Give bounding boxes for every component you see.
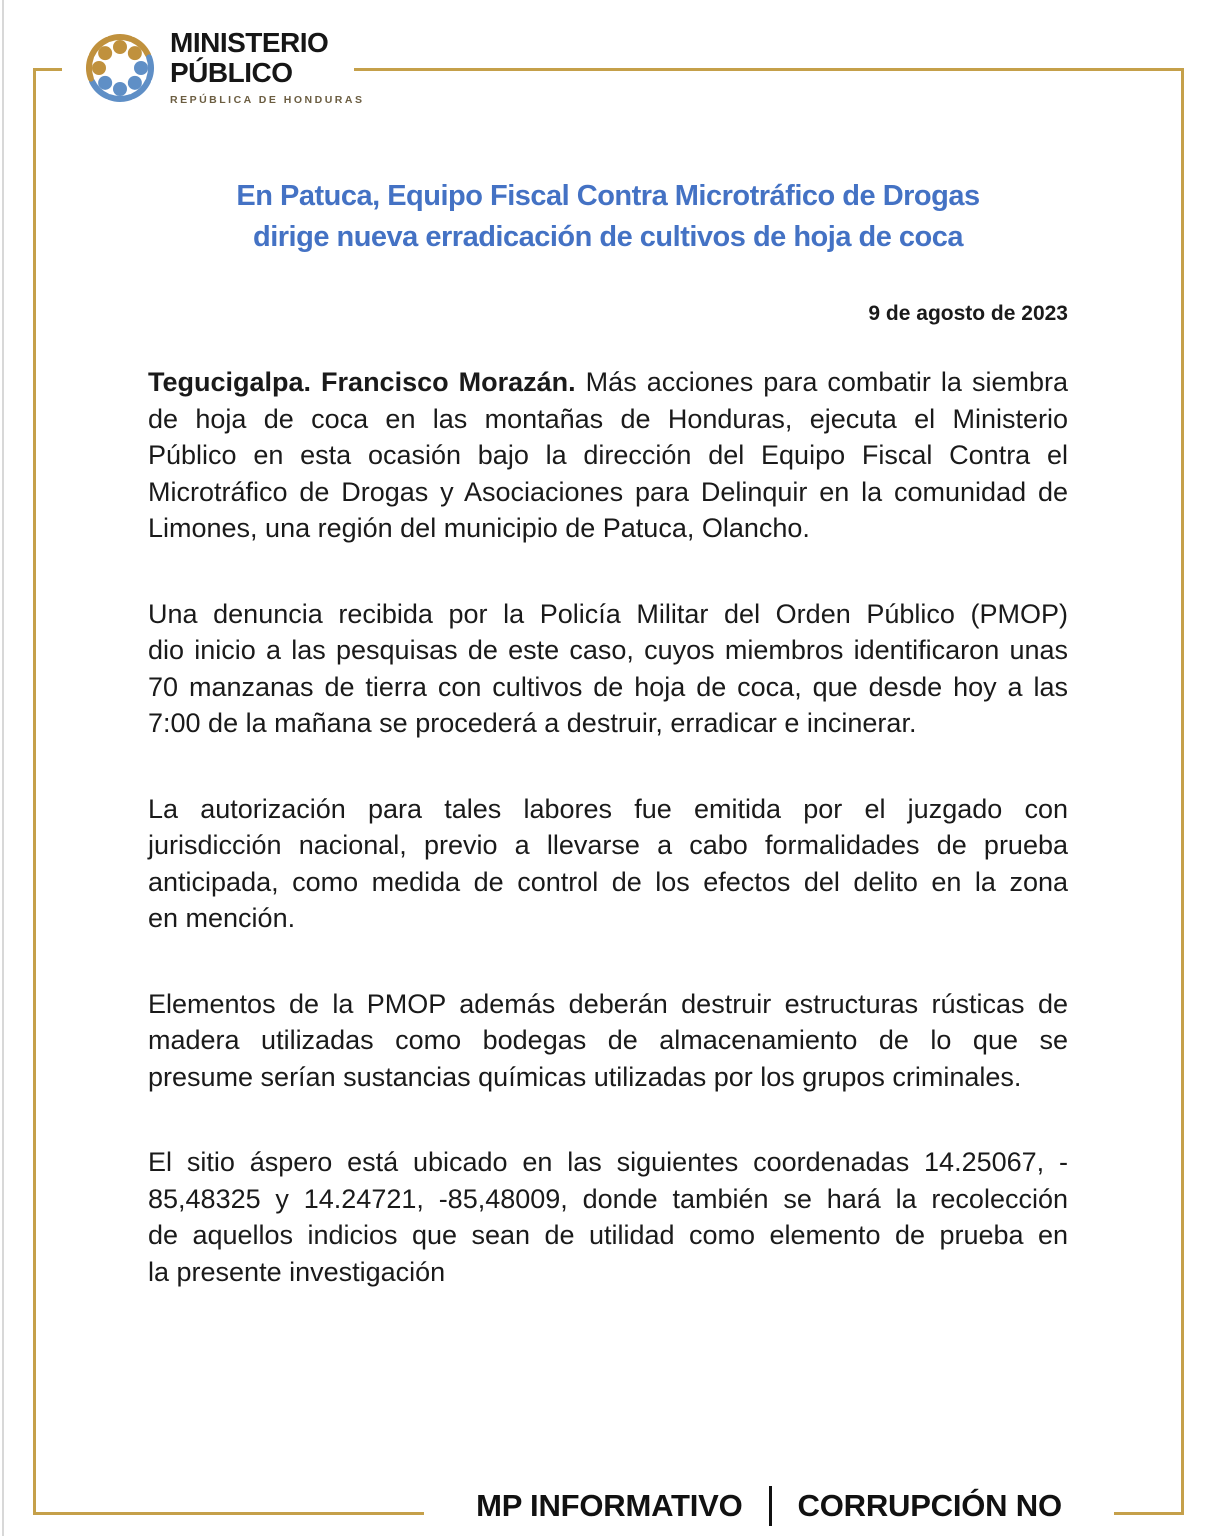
paragraph-line: jurisdicción nacional, previo a llevarse a cabo formalidades de prueba (148, 830, 1068, 860)
logo-text (170, 6, 364, 106)
paragraph-line: La autorización para tales labores fue emitida por el juzgado con (148, 793, 1068, 824)
footer-separator (769, 1486, 772, 1526)
ministerio-publico-logo (62, 6, 365, 122)
paragraph-line: dio inicio a las pesquisas de este caso, cuyos miembros identificaron unas (148, 635, 1068, 665)
paragraph-lead-bold: Tegucigalpa. Francisco Morazán. (148, 367, 576, 397)
paragraph-line: de aquellos indicios que sean de utilidad como elemento de prueba en (148, 1220, 1068, 1250)
paragraph (148, 791, 1068, 937)
paragraph-line: 85,48325 y 14.24721, -85,48009, donde también se hará la recolección (148, 1183, 1068, 1214)
logo-name-line2: PÚBLICO (170, 57, 293, 88)
people-circle-logo-icon (78, 26, 162, 108)
article-body (148, 364, 1068, 1339)
paragraph (148, 596, 1068, 742)
paragraph-line: en mención. (148, 903, 296, 933)
footer-right-label: CORRUPCIÓN NO (797, 1488, 1062, 1523)
paragraph-line: Tegucigalpa. Francisco Morazán. Más acciones para combatir la siembra (148, 367, 1068, 397)
paragraph-line: presume serían sustancias químicas utilizadas por los grupos criminales. (148, 1061, 1022, 1092)
footer-left-label: MP INFORMATIVO (476, 1488, 743, 1523)
paragraph (148, 986, 1068, 1096)
page-edge-line (2, 0, 4, 1536)
headline-line-1: En Patuca, Equipo Fiscal Contra Microtráfico de Drogas (236, 180, 980, 212)
paragraph-line: la presente investigación (148, 1256, 446, 1287)
paragraph-line: Elementos de la PMOP además deberán destruir estructuras rústicas de (148, 988, 1068, 1019)
paragraph-line: Una denuncia recibida por la Policía Militar del Orden Público (PMOP) (148, 598, 1068, 629)
article-headline (148, 176, 1068, 258)
paragraph-line: de hoja de coca en las montañas de Honduras, ejecuta el Ministerio (148, 403, 1068, 434)
dateline: 9 de agosto de 2023 (868, 302, 1068, 325)
paragraph-line: El sitio áspero está ubicado en las siguientes coordenadas 14.25067, - (148, 1147, 1068, 1177)
paragraph-line: Público en esta ocasión bajo la dirección del Equipo Fiscal Contra el (148, 440, 1068, 470)
footer-banner (424, 1478, 1114, 1534)
headline-line-2: dirige nueva erradicación de cultivos de hoja de coca (252, 221, 964, 253)
paragraph (148, 1144, 1068, 1290)
logo-name (170, 28, 364, 88)
paragraph-line: Limones, una región del municipio de Patuca, Olancho. (148, 513, 810, 543)
logo-name-line1: MINISTERIO (170, 27, 329, 58)
paragraph-line: anticipada, como medida de control de los efectos del delito en la zona (148, 866, 1068, 897)
paragraph (148, 364, 1068, 547)
paragraph-line: 70 manzanas de tierra con cultivos de hoja de coca, que desde hoy a las (148, 671, 1068, 702)
paragraph-line: madera utilizadas como bodegas de almacenamiento de lo que se (148, 1025, 1068, 1055)
logo-subtitle: REPÚBLICA DE HONDURAS (170, 94, 365, 106)
paragraph-line: 7:00 de la mañana se procederá a destruir, erradicar e incinerar. (148, 708, 917, 738)
paragraph-line: Microtráfico de Drogas y Asociaciones para Delinquir en la comunidad de (148, 476, 1068, 507)
